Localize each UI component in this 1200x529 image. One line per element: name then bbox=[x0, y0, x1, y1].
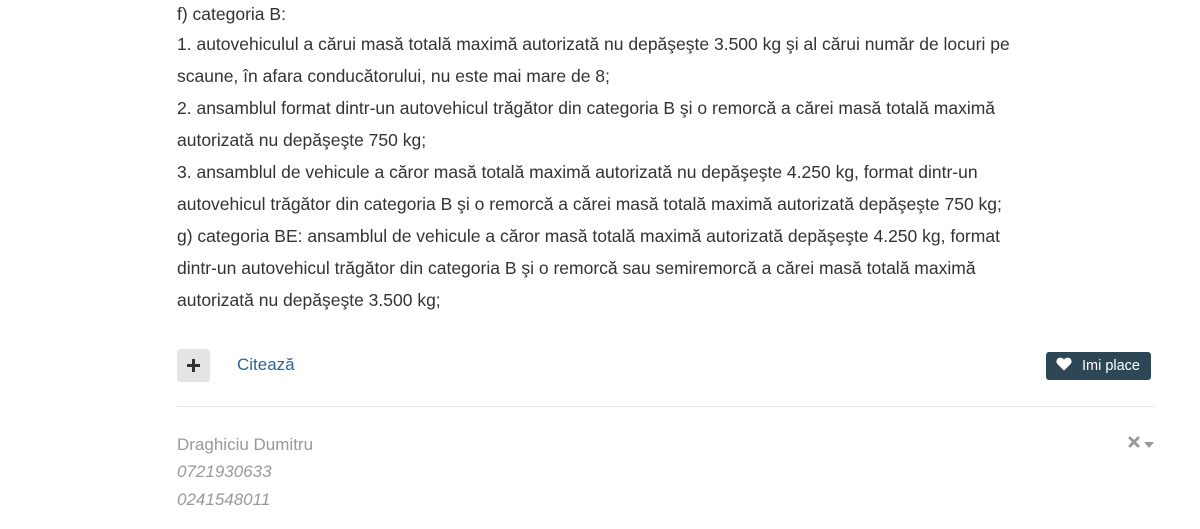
post-line: autorizată nu depăşeşte 750 kg; bbox=[177, 130, 427, 150]
post-action-bar bbox=[177, 349, 1154, 383]
heart-icon bbox=[1056, 357, 1072, 376]
comment bbox=[177, 432, 1154, 514]
post-line: scaune, în afara conducătorului, nu este mai mare de 8; bbox=[177, 66, 610, 86]
post-body bbox=[177, 0, 1167, 316]
comment-author: Draghiciu Dumitru bbox=[177, 435, 314, 454]
caret-down-icon[interactable] bbox=[1144, 435, 1154, 453]
plus-icon bbox=[187, 359, 200, 372]
comment-controls[interactable] bbox=[1128, 435, 1154, 453]
post-line: dintr-un autovehicul trăgător din categoria B şi o remorcă sau semiremorcă a cărei masă totală maximă bbox=[177, 258, 976, 278]
like-label: Imi place bbox=[1081, 358, 1140, 374]
comment-phone: 0241548011 bbox=[177, 490, 271, 509]
like-button[interactable] bbox=[1046, 352, 1151, 380]
post-line: 1. autovehiculul a cărui masă totală maximă autorizată nu depăşeşte 3.500 kg şi al cărui număr de locuri pe bbox=[177, 34, 1010, 54]
comment-divider bbox=[177, 406, 1154, 407]
post-line: 2. ansamblul format dintr-un autovehicul trăgător din categoria B şi o remorcă a cărei masă totală maximă bbox=[177, 98, 996, 118]
comment-phone: 0721930633 bbox=[177, 462, 272, 481]
post-line: autorizată nu depăşeşte 3.500 kg; bbox=[177, 290, 441, 310]
post-line: 3. ansamblul de vehicule a căror masă totală maximă autorizată nu depăşeşte 4.250 kg, format dintr-un bbox=[177, 162, 978, 182]
post-line: f) categoria B: bbox=[177, 4, 286, 24]
quote-link[interactable]: Citează bbox=[237, 355, 295, 374]
post-line: g) categoria BE: ansamblul de vehicule a căror masă totală maximă autorizată depăşeşte 4.250 kg, format bbox=[177, 226, 1000, 246]
post-line: autovehicul trăgător din categoria B şi o remorcă a cărei masă totală maximă autorizată depăşeşte 750 kg; bbox=[177, 194, 1002, 214]
expand-button[interactable] bbox=[177, 349, 210, 382]
close-icon[interactable] bbox=[1128, 435, 1140, 453]
